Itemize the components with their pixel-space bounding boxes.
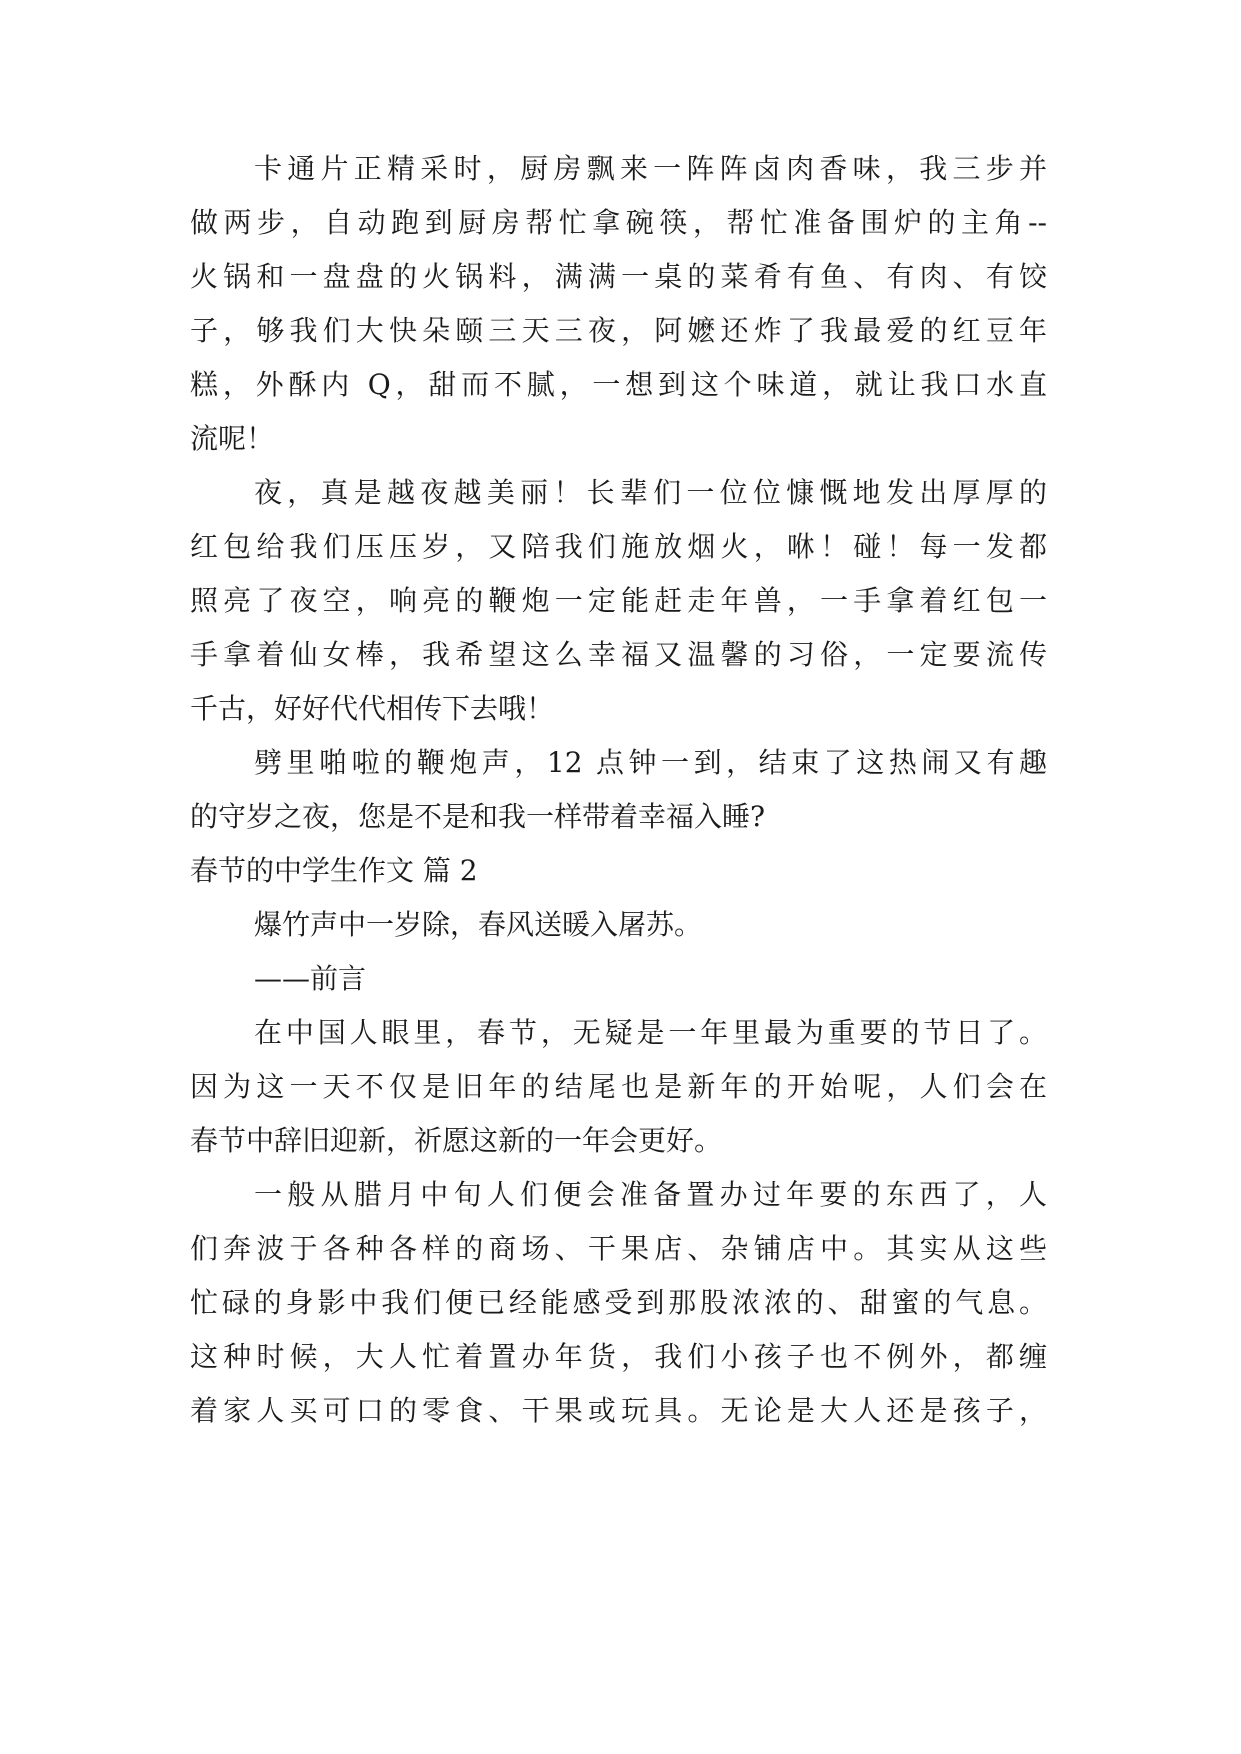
text-line xyxy=(0,139,1241,199)
text-line xyxy=(0,1273,1241,1333)
line-text: 火锅和一盘盘的火锅料，满满一桌的菜肴有鱼、有肉、有饺 xyxy=(190,260,1047,293)
line-text: 在中国人眼里，春节，无疑是一年里最为重要的节日了。 xyxy=(254,1016,1047,1049)
text-line xyxy=(0,625,1241,685)
text-line xyxy=(0,463,1241,523)
text-line xyxy=(0,1219,1241,1279)
line-text: 夜，真是越夜越美丽！长辈们一位位慷慨地发出厚厚的 xyxy=(254,476,1047,509)
line-text: 因为这一天不仅是旧年的结尾也是新年的开始呢，人们会在 xyxy=(190,1070,1047,1103)
text-line xyxy=(0,787,1241,847)
line-text: 的守岁之夜，您是不是和我一样带着幸福入睡? xyxy=(190,800,766,833)
text-line xyxy=(0,355,1241,415)
line-text: 们奔波于各种各样的商场、干果店、杂铺店中。其实从这些 xyxy=(190,1232,1047,1265)
line-text: 这种时候，大人忙着置办年货，我们小孩子也不例外，都缠 xyxy=(190,1340,1047,1373)
line-text: 手拿着仙女棒，我希望这么幸福又温馨的习俗，一定要流传 xyxy=(190,638,1047,671)
line-text: 糕，外酥内 Q，甜而不腻，一想到这个味道，就让我口水直 xyxy=(190,368,1047,401)
line-text: 春节中辞旧迎新，祈愿这新的一年会更好。 xyxy=(190,1124,723,1157)
text-line xyxy=(0,1003,1241,1063)
text-line xyxy=(0,1111,1241,1171)
text-line xyxy=(0,517,1241,577)
line-text: 忙碌的身影中我们便已经能感受到那股浓浓的、甜蜜的气息。 xyxy=(190,1286,1047,1319)
text-line xyxy=(0,301,1241,361)
text-line xyxy=(0,1057,1241,1117)
line-text: 爆竹声中一岁除，春风送暖入屠苏。 xyxy=(254,908,703,941)
text-line xyxy=(0,1327,1241,1387)
line-text: 做两步，自动跑到厨房帮忙拿碗筷，帮忙准备围炉的主角-- xyxy=(190,206,1047,239)
line-text: 流呢！ xyxy=(190,422,275,455)
line-text: 卡通片正精采时，厨房飘来一阵阵卤肉香味，我三步并 xyxy=(254,152,1047,185)
line-text: 千古，好好代代相传下去哦！ xyxy=(190,692,555,725)
text-line xyxy=(0,571,1241,631)
line-text: 劈里啪啦的鞭炮声，12 点钟一到，结束了这热闹又有趣 xyxy=(254,746,1047,779)
text-line xyxy=(0,193,1241,253)
text-line xyxy=(0,949,1241,1009)
line-text: 子，够我们大快朵颐三天三夜，阿嬷还炸了我最爱的红豆年 xyxy=(190,314,1047,347)
line-text: 照亮了夜空，响亮的鞭炮一定能赶走年兽，一手拿着红包一 xyxy=(190,584,1047,617)
section-heading xyxy=(0,841,1241,901)
line-text: ——前言 xyxy=(254,962,367,995)
text-line xyxy=(0,247,1241,307)
heading-text: 春节的中学生作文 篇 2 xyxy=(190,854,478,887)
text-line xyxy=(0,409,1241,469)
text-line xyxy=(0,679,1241,739)
line-text: 一般从腊月中旬人们便会准备置办过年要的东西了，人 xyxy=(254,1178,1047,1211)
line-text: 红包给我们压压岁，又陪我们施放烟火，咻！碰！每一发都 xyxy=(190,530,1047,563)
text-line xyxy=(0,733,1241,793)
text-line xyxy=(0,895,1241,955)
line-text: 着家人买可口的零食、干果或玩具。无论是大人还是孩子， xyxy=(190,1394,1047,1427)
text-line xyxy=(0,1165,1241,1225)
text-line xyxy=(0,1381,1241,1441)
